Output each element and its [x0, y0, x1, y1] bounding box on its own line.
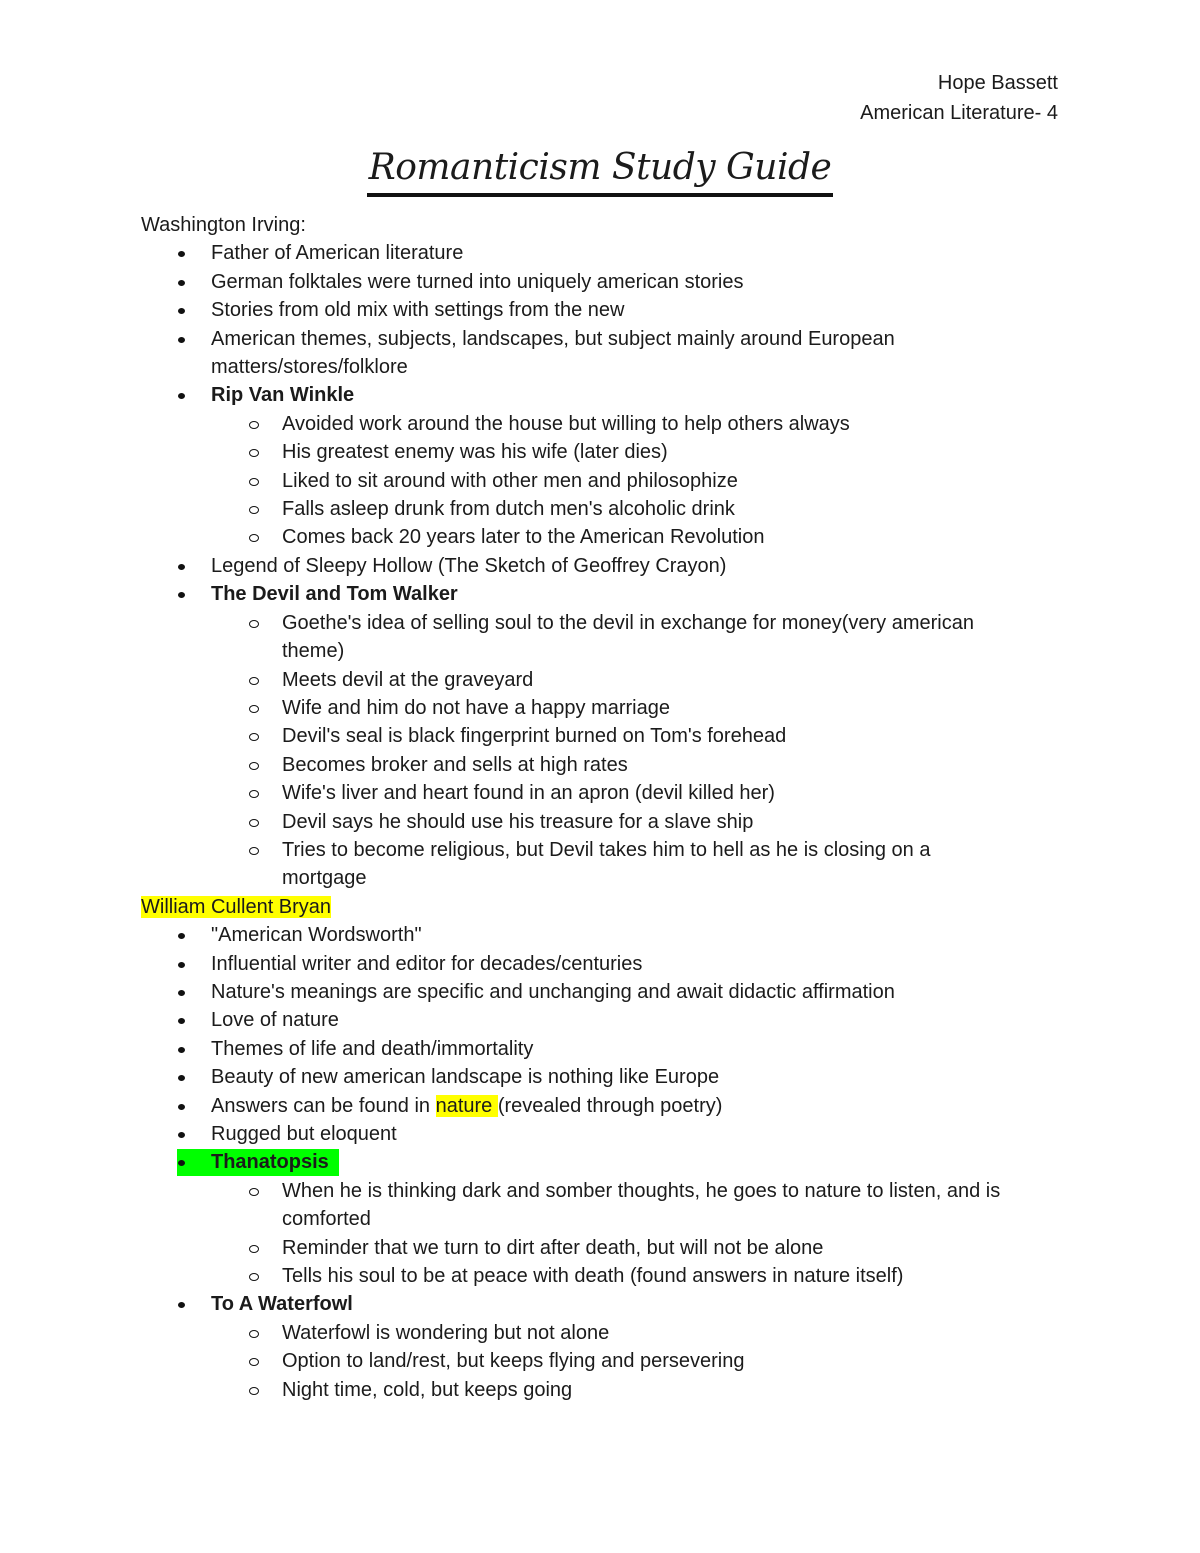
header-block: [860, 68, 1058, 128]
circle-bullet-icon: [249, 478, 259, 486]
list-item: Themes of life and death/immortality: [141, 1035, 1081, 1063]
list-item: Beauty of new american landscape is nothing like Europe: [141, 1063, 1081, 1091]
list-item: Father of American literature: [141, 239, 1081, 267]
list-item: German folktales were turned into uniquely american stories: [141, 268, 1081, 296]
sub-list-item: Reminder that we turn to dirt after death, but will not be alone: [141, 1234, 1081, 1262]
bullet-icon: [178, 564, 185, 570]
list-item-rip-van-winkle: Rip Van Winkle: [141, 381, 1081, 409]
circle-bullet-icon: [249, 1358, 259, 1366]
circle-bullet-icon: [249, 620, 259, 628]
bullet-icon: [178, 251, 185, 257]
list-item: Love of nature: [141, 1006, 1081, 1034]
list-item-continuation: matters/stores/folklore: [211, 356, 408, 379]
circle-bullet-icon: [249, 790, 259, 798]
list-item-devil-tom-walker: The Devil and Tom Walker: [141, 580, 1081, 608]
circle-bullet-icon: [249, 847, 259, 855]
sub-list-item: Goethe's idea of selling soul to the devil in exchange for money(very american: [141, 609, 1081, 637]
bullet-icon: [178, 1302, 185, 1308]
bullet-icon: [178, 1132, 185, 1138]
sub-list-item-continuation: mortgage: [282, 867, 367, 890]
bullet-icon: [178, 933, 185, 939]
bullet-icon: [178, 592, 185, 598]
sub-list-item: Waterfowl is wondering but not alone: [141, 1319, 1081, 1347]
circle-bullet-icon: [249, 1245, 259, 1253]
circle-bullet-icon: [249, 733, 259, 741]
sub-list-item: Tells his soul to be at peace with death (found answers in nature itself): [141, 1262, 1081, 1290]
list-item: Legend of Sleepy Hollow (The Sketch of Geoffrey Crayon): [141, 552, 1081, 580]
list-item: Answers can be found in nature (revealed through poetry): [141, 1092, 1081, 1120]
sub-list-item: Meets devil at the graveyard: [141, 666, 1081, 694]
circle-bullet-icon: [249, 1387, 259, 1395]
sub-list-item: Liked to sit around with other men and philosophize: [141, 467, 1081, 495]
sub-list-item: Night time, cold, but keeps going: [141, 1376, 1081, 1404]
sub-list-item: Devil says he should use his treasure for a slave ship: [141, 808, 1081, 836]
bullet-icon: [178, 1047, 185, 1053]
list-item-to-a-waterfowl: To A Waterfowl: [141, 1290, 1081, 1318]
circle-bullet-icon: [249, 421, 259, 429]
page-title: [0, 138, 1200, 198]
bullet-icon: [178, 990, 185, 996]
list-item: Nature's meanings are specific and unchanging and await didactic affirmation: [141, 978, 1081, 1006]
sub-list-item: Comes back 20 years later to the American Revolution: [141, 523, 1081, 551]
sub-list-item: His greatest enemy was his wife (later dies): [141, 438, 1081, 466]
bullet-icon: [178, 1075, 185, 1081]
circle-bullet-icon: [249, 449, 259, 457]
class-name: American Literature- 4: [860, 102, 1058, 124]
author-name: Hope Bassett: [937, 72, 1058, 94]
circle-bullet-icon: [249, 1330, 259, 1338]
sub-list-item: Tries to become religious, but Devil takes him to hell as he is closing on a: [141, 836, 1081, 864]
circle-bullet-icon: [249, 534, 259, 542]
sub-list-item: Avoided work around the house but willing to help others always: [141, 410, 1081, 438]
list-item: American themes, subjects, landscapes, but subject mainly around European: [141, 325, 1081, 353]
list-item: Stories from old mix with settings from the new: [141, 296, 1081, 324]
sub-list-item: When he is thinking dark and somber thoughts, he goes to nature to listen, and is: [141, 1177, 1081, 1205]
circle-bullet-icon: [249, 819, 259, 827]
highlighted-word: nature: [435, 1094, 498, 1117]
notes-body: [141, 211, 1081, 1404]
sub-list-item: Option to land/rest, but keeps flying and persevering: [141, 1347, 1081, 1375]
circle-bullet-icon: [249, 677, 259, 685]
bullet-icon: [178, 308, 185, 314]
sub-list-item: Devil's seal is black fingerprint burned on Tom's forehead: [141, 722, 1081, 750]
sub-list-item: Becomes broker and sells at high rates: [141, 751, 1081, 779]
section-heading-bryant: William Cullent Bryan: [141, 895, 332, 918]
page-title-text: Romanticism Study Guide: [367, 143, 834, 197]
list-item: Influential writer and editor for decades/centuries: [141, 950, 1081, 978]
bullet-icon: [178, 962, 185, 968]
bullet-icon: [178, 1104, 185, 1110]
bullet-icon: [178, 280, 185, 286]
bullet-icon: [178, 393, 185, 399]
sub-list-item: Wife's liver and heart found in an apron (devil killed her): [141, 779, 1081, 807]
bullet-icon: [178, 1018, 185, 1024]
list-item-thanatopsis: Thanatopsis: [141, 1148, 1081, 1176]
sub-list-item: Falls asleep drunk from dutch men's alcoholic drink: [141, 495, 1081, 523]
sub-list-item: Wife and him do not have a happy marriage: [141, 694, 1081, 722]
sub-list-item-continuation: theme): [282, 640, 345, 663]
circle-bullet-icon: [249, 506, 259, 514]
list-item: Rugged but eloquent: [141, 1120, 1081, 1148]
circle-bullet-icon: [249, 762, 259, 770]
bullet-icon: [178, 337, 185, 343]
circle-bullet-icon: [249, 705, 259, 713]
list-item: "American Wordsworth": [141, 921, 1081, 949]
circle-bullet-icon: [249, 1188, 259, 1196]
section-heading-irving: Washington Irving:: [141, 214, 306, 236]
circle-bullet-icon: [249, 1273, 259, 1281]
sub-list-item-continuation: comforted: [282, 1208, 371, 1231]
